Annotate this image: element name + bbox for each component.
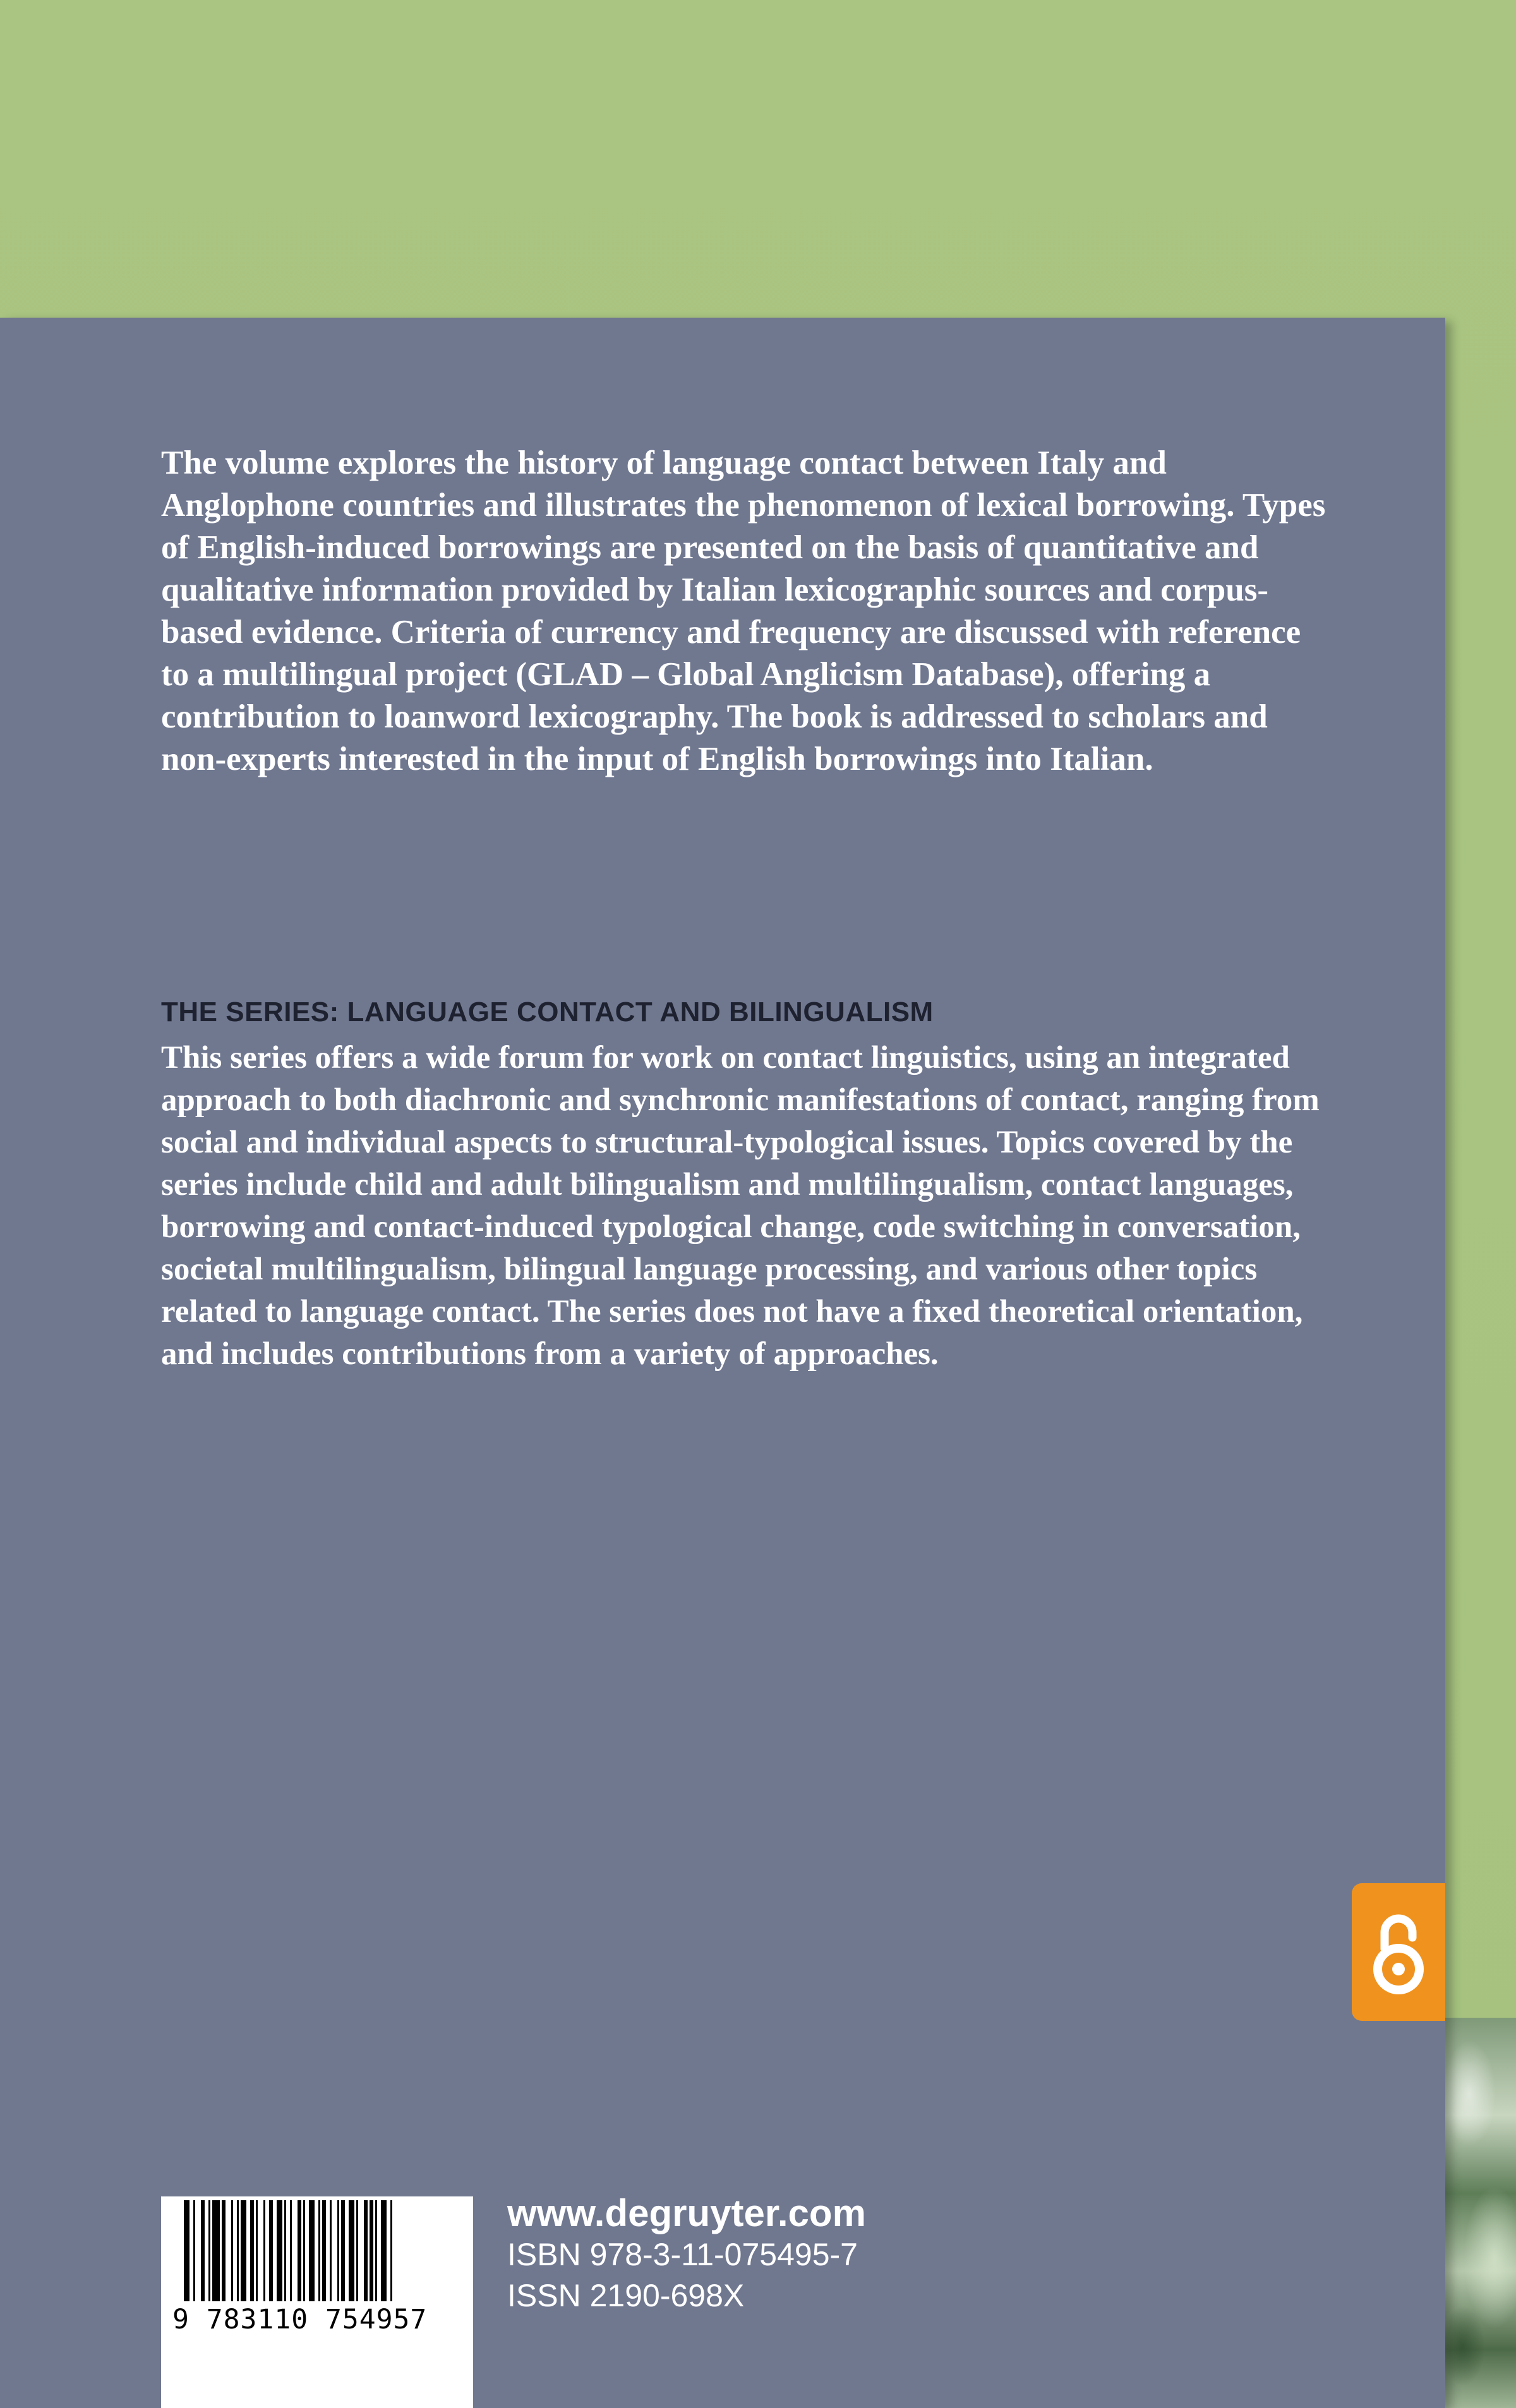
barcode-bar	[277, 2200, 282, 2301]
cover-photo-edge	[1444, 2018, 1516, 2408]
isbn-number: ISBN 978-3-11-075495-7	[507, 2237, 858, 2272]
barcode-bar	[193, 2200, 195, 2301]
barcode-bar	[284, 2200, 286, 2301]
barcode-bar	[337, 2200, 339, 2301]
open-access-icon	[1366, 1910, 1431, 1998]
publisher-website: www.degruyter.com	[507, 2192, 866, 2234]
barcode-bar	[184, 2200, 190, 2301]
issn-number: ISSN 2190-698X	[507, 2278, 745, 2313]
barcode-number: 9 783110 754957	[172, 2304, 428, 2335]
barcode-bar	[256, 2200, 258, 2301]
barcode-bar	[330, 2200, 332, 2301]
open-access-badge	[1352, 1883, 1445, 2021]
barcode-bar	[318, 2200, 320, 2301]
barcode-bar	[341, 2200, 345, 2301]
barcode-bar	[370, 2200, 373, 2301]
barcode-bar	[231, 2200, 233, 2301]
barcode-bar	[208, 2200, 210, 2301]
barcode-bar	[269, 2200, 273, 2301]
barcode-bars	[161, 2196, 473, 2304]
barcode-bar	[241, 2200, 246, 2301]
barcode-bar	[309, 2200, 315, 2301]
barcode-bar	[375, 2200, 377, 2301]
barcode-bar	[381, 2200, 387, 2301]
barcode-bar	[212, 2200, 220, 2301]
book-description: The volume explores the history of language contact between Italy and Anglophone countries and illustrates the phenomenon of lexical borrowing. Types of English-induced borrowings are presented on the basis of quantitative and qualitative information provided by Italian lexicographic sources and corpus-based evidence. Criteria of currency and frequency are discussed with reference to a multilingual project (GLAD – Global Anglicism Database), offering a contribution to loanword lexicography. The book is addressed to scholars and non-experts interested in the input of English borrowings into Italian.	[161, 445, 1326, 777]
barcode-bar	[356, 2200, 358, 2301]
barcode-bar	[222, 2200, 226, 2301]
barcode-bar	[250, 2200, 254, 2301]
barcode-bar	[237, 2200, 239, 2301]
barcode-bar	[364, 2200, 368, 2301]
barcode-bar	[298, 2200, 301, 2301]
barcode-bar	[349, 2200, 354, 2301]
barcode	[161, 2196, 473, 2408]
barcode-bar	[201, 2200, 205, 2301]
barcode-bar	[290, 2200, 292, 2301]
barcode-bar	[263, 2200, 265, 2301]
barcode-bar	[322, 2200, 326, 2301]
series-description: This series offers a wide forum for work on contact linguistics, using an integrated approach to both diachronic and synchronic manifestations of contact, ranging from social and individual aspects to structural-typological issues. Topics covered by the series include child and adult bilingualism and multilingualism, contact languages, borrowing and contact-induced typological change, code switching in conversation, societal multilingualism, bilingual language processing, and various other topics related to language contact. The series does not have a fixed theoretical orientation, and includes contributions from a variety of approaches.	[161, 1040, 1320, 1372]
series-heading: THE SERIES: LANGUAGE CONTACT AND BILINGUALISM	[161, 997, 934, 1027]
barcode-bar	[390, 2200, 392, 2301]
barcode-bar	[303, 2200, 305, 2301]
